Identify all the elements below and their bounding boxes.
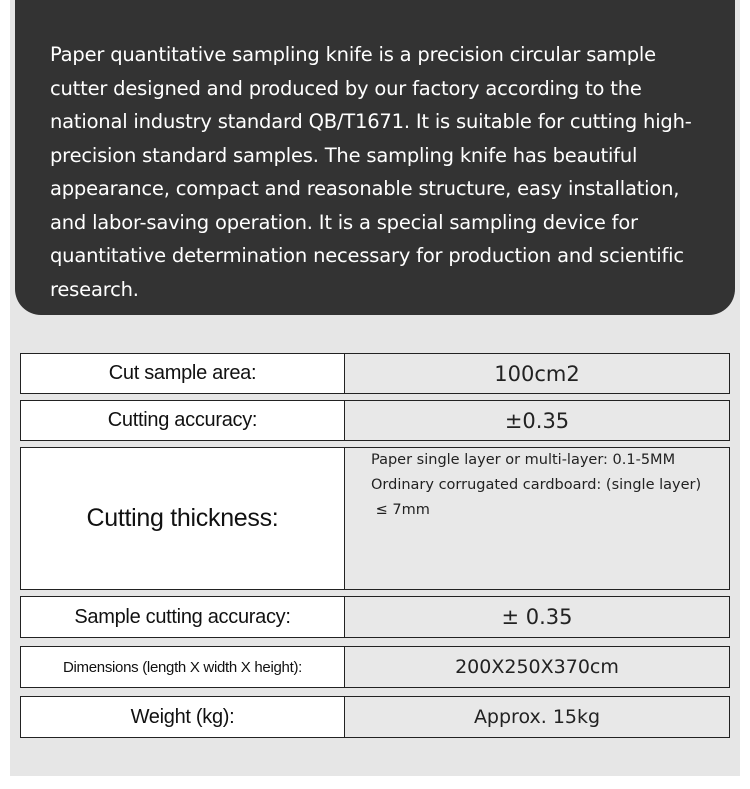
spec-value: 100cm2 [345,354,729,393]
spec-label: Sample cutting accuracy: [21,597,345,637]
spec-value: ± 0.35 [345,597,729,637]
spec-label: Cut sample area: [21,354,345,393]
spec-label: Weight (kg): [21,697,345,737]
spec-value-line: ≤ 7mm [371,502,430,518]
spec-row-weight [20,696,730,738]
spec-row-cut-sample-area [20,353,730,394]
spec-row-cutting-thickness [20,447,730,590]
spec-label: Cutting thickness: [21,448,345,589]
spec-label: Cutting accuracy: [21,401,345,440]
product-description: Paper quantitative sampling knife is a precision circular sample cutter designed and produced by our factory according to the national industry standard QB/T1671. It is suitable for cutting high-precision standard samples. The sampling knife has beautiful appearance, compact and reasonable structure, easy installation, and labor-saving operation. It is a special sampling device for quantitative determination necessary for production and scientific research. [15,0,735,315]
spec-value-line: Paper single layer or multi-layer: 0.1-5MM [371,452,676,468]
spec-label: Dimensions (length X width X height): [21,647,345,687]
spec-value: Approx. 15kg [345,697,729,737]
spec-value-line: Ordinary corrugated cardboard: (single layer) [371,477,702,493]
spec-value: 200X250X370cm [345,647,729,687]
spec-row-cutting-accuracy [20,400,730,441]
spec-value: ±0.35 [345,401,729,440]
spec-value [345,448,729,589]
spec-row-sample-cutting-accuracy [20,596,730,638]
spec-row-dimensions [20,646,730,688]
